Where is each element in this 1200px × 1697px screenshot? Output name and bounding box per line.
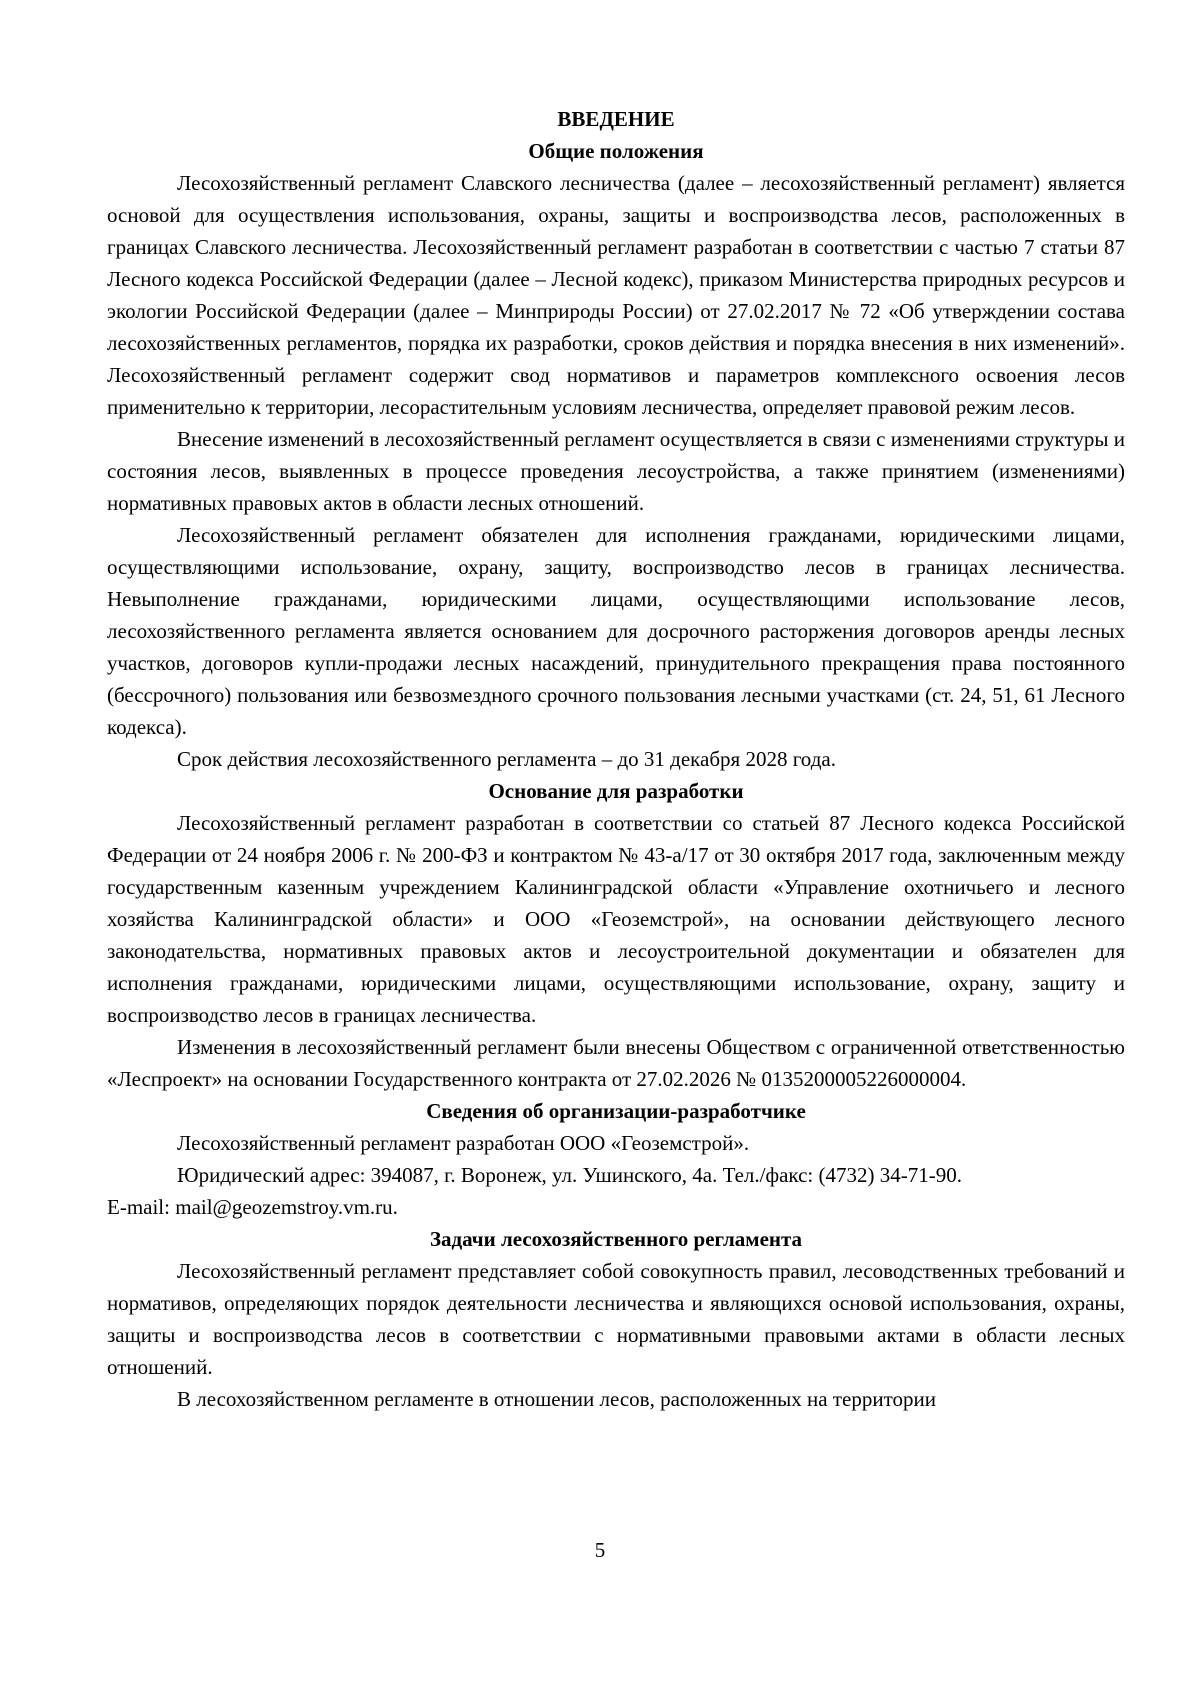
section-heading-tasks: Задачи лесохозяйственного регламента — [429, 1227, 803, 1251]
paragraph: Лесохозяйственный регламент представляет собой совокупность правил, лесоводственных требований и нормативов, определяющих порядок деятельности лесничества и являющихся основой использования, охраны, защиты и воспроизводства лесов в соответствии с нормативными правовыми актами в области лесных отношений. — [107, 1259, 1125, 1379]
section-heading-general: Общие положения — [528, 139, 704, 163]
paragraph: Юридический адрес: 394087, г. Воронеж, ул. Ушинского, 4а. Тел./факс: (4732) 34-71-90. — [177, 1163, 962, 1187]
paragraph: Лесохозяйственный регламент обязателен для исполнения гражданами, юридическими лицами, осуществляющими использование, охрану, защиту, воспроизводство лесов в границах лесничества. Невыполнение гражданами, юридическими лицами, осуществляющими использование лесов, лесохозяйственного регламента является основанием для досрочного расторжения договоров аренды лесных участков, договоров купли-продажи лесных насаждений, принудительного прекращения права постоянного (бессрочного) пользования или безвозмездного срочного пользования лесными участками (ст. 24, 51, 61 Лесного кодекса). — [107, 523, 1125, 739]
paragraph: Лесохозяйственный регламент разработан в соответствии со статьей 87 Лесного кодекса Российской Федерации от 24 ноября 2006 г. № 200-ФЗ и контрактом № 43-а/17 от 30 октября 2017 года, заключенным между государственным казенным учреждением Калининградской области «Управление охотничьего и лесного хозяйства Калининградской области» и ООО «Геоземстрой», на основании действующего лесного законодательства, нормативных правовых актов и лесоустроительной документации и обязателен для исполнения гражданами, юридическими лицами, осуществляющими использование, охрану, защиту и воспроизводство лесов в границах лесничества. — [107, 811, 1125, 1027]
paragraph: В лесохозяйственном регламенте в отношении лесов, расположенных на территории — [177, 1387, 936, 1411]
email-line: E-mail: mail@geozemstroy.vm.ru. — [107, 1195, 398, 1219]
section-heading-developer: Сведения об организации-разработчике — [426, 1099, 806, 1123]
document-title: ВВЕДЕНИЕ — [557, 107, 675, 131]
paragraph: Внесение изменений в лесохозяйственный регламент осуществляется в связи с изменениями структуры и состояния лесов, выявленных в процессе проведения лесоустройства, а также принятием (изменениями) нормативных правовых актов в области лесных отношений. — [107, 427, 1125, 515]
paragraph: Изменения в лесохозяйственный регламент были внесены Обществом с ограниченной ответственностью «Леспроект» на основании Государственного контракта от 27.02.2026 № 0135200005226000004. — [107, 1035, 1125, 1091]
paragraph: Лесохозяйственный регламент Славского лесничества (далее – лесохозяйственный регламент) является основой для осуществления использования, охраны, защиты и воспроизводства лесов, расположенных в границах Славского лесничества. Лесохозяйственный регламент разработан в соответствии с частью 7 статьи 87 Лесного кодекса Российской Федерации (далее – Лесной кодекс), приказом Министерства природных ресурсов и экологии Российской Федерации (далее – Минприроды России) от 27.02.2017 № 72 «Об утверждении состава лесохозяйственных регламентов, порядка их разработки, сроков действия и порядка внесения в них изменений». Лесохозяйственный регламент содержит свод нормативов и параметров комплексного освоения лесов применительно к территории, лесорастительным условиям лесничества, определяет правовой режим лесов. — [107, 171, 1125, 419]
paragraph: Срок действия лесохозяйственного регламента – до 31 декабря 2028 года. — [177, 747, 836, 771]
page-number: 5 — [594, 1538, 606, 1562]
paragraph: Лесохозяйственный регламент разработан ООО «Геоземстрой». — [177, 1131, 750, 1155]
section-heading-basis: Основание для разработки — [488, 779, 744, 803]
